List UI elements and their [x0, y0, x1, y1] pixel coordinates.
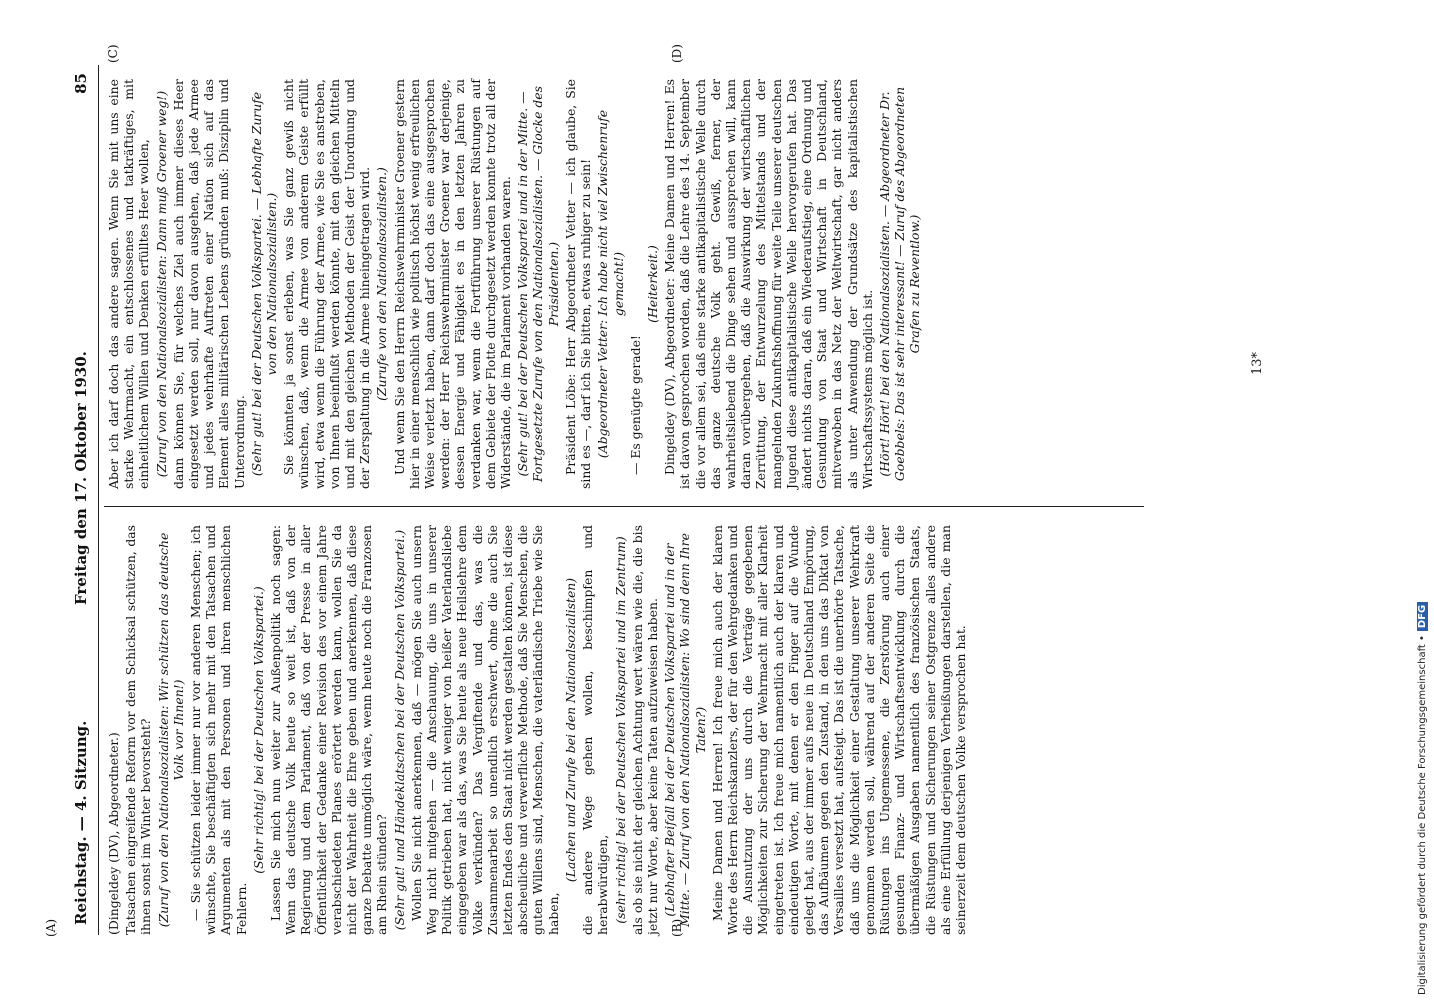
- left-column-paragraph: Meine Damen und Herren! Ich freue mich auch der klaren Worte des Herrn Reichskanzlers, der für den Wehrgedanken und die Ausnutzung der uns durch die Verträge gegebenen Möglichkeiten zur Sicherung der Wehrmacht mit aller Klarheit eingetreten ist. Ich freue mich namentlich auch der klaren und eindeutigen Worte, mit denen er den Finger auf die Wunde gelegt hat, aus der immer aufs neue in Deutschland Empörung, das Aufbäumen gegen den Zustand, in den uns das Diktat von Versailles versetzt hat, aufsteigt. Das ist die unerhörte Tatsache, daß uns die Möglichkeit einer Gestaltung unserer Wehrkraft genommen werden soll, während auf der anderen Seite die Rüstungen ins Ungemessene, die Zerstörung auch einer gesunden Finanz- und Wirtschaftsentwicklung durch die übermäßigen Ausgaben namentlich des französischen Staats, die Rüstungen und Sicherungen seiner Ostgrenze alles andere als eine Erfüllung derjenigen Verheißungen darstellen, die man seinerzeit dem deutschen Volke versprochen hat.: [709, 525, 968, 935]
- marker-a: (A): [44, 918, 58, 937]
- left-column: [106, 525, 970, 935]
- left-column-paragraph: (Dingeldey (DV), Abgeordneter.): [106, 732, 121, 935]
- right-column-paragraph: (Hört! Hört! bei den Nationalsozialisten. — Abgeordneter Dr. Goebbels: Das ist sehr interessant! — Zuruf des Abgeordneten Grafen zu Reventlow.): [876, 86, 923, 482]
- right-column-paragraph: (Sehr gut! bei der Deutschen Volkspartei. — Lebhafte Zurufe von den Nationalsozialisten.): [248, 91, 280, 477]
- left-column-paragraph: Lassen Sie mich nun weiter zur Außenpolitik noch sagen: Wenn das deutsche Volk heute so weit ist, daß von der Regierung und dem Parlament, daß von der Presse in aller Öffentlichkeit der Gedanke einer Revision des vor einem Jahre verabschiedeten Planes erörtert werden kann, wollen Sie da nicht der Wahrheit die Ehre geben und anerkennen, daß diese ganze Debatte unmöglich wäre, wenn heute noch die Franzosen am Rhein stünden?: [268, 525, 390, 935]
- signature-mark: 13*: [1250, 351, 1265, 375]
- right-column-paragraph: (Zurufe von den Nationalsozialisten.): [374, 167, 390, 401]
- right-column-paragraph: Und wenn Sie den Herrn Reichswehrminister Groener gestern hier in einer menschlich wie politisch höchst wenig erfreulichen Weise verletzt haben, dann darf doch das eine ausgesprochen werden: der Herr Reichswehrminister Groener war derjenige, dessen Energie und Fähigkeit es in den letzten Jahren zu verdanken war, wenn die Fortführung unserer Rüstungen auf dem Gebiete der Flotte durchgesetzt werden konnte trotz all der Widerstände, die im Parlament vorhanden waren.: [391, 79, 514, 489]
- right-column-paragraph: (Zuruf von den Nationalsozialisten: Dann muß Groener weg!): [153, 90, 169, 478]
- right-column-paragraph: (Heiterkeit.): [644, 245, 660, 323]
- left-column-paragraph: (Lebhafter Beifall bei der Deutschen Volkspartei und in der Mitte. — Zuruf von den Nationalsozialisten: Wo sind denn Ihre Taten?): [662, 533, 708, 927]
- dfg-logo: DFG: [1417, 602, 1428, 631]
- marker-b: (B): [670, 918, 684, 937]
- right-column-paragraph: Dingeldey (DV), Abgeordneter: Meine Damen und Herren! Es ist davon gesprochen worden, daß die Lehre des 14. September die vor allem sei, daß eine starke antikapitalistische Welle durch das ganze deutsche Volk geht. Gewiß, ferner, der wahrheitsliebend die Dinge sehen und aussprechen will, kann daran vorübergehen, daß die Auswirkung der wirtschaftlichen Zerrüttung, der Entwurzelung des Mittelstands und der mangelnden Zukunftshoffnung für weite Teile unserer deutschen Jugend diese antikapitalistische Welle hervorgerufen hat. Das ändert nichts daran, daß ein Wiederaufstieg, eine Ordnung und Gesundung von Staat und Wirtschaft in Deutschland, mitverwoben in das Netz der Weltwirtschaft, gar nicht anders als unter Anwendung der Grundsätze des kapitalistischen Wirtschaftssystems möglich ist.: [662, 79, 875, 489]
- left-column-paragraph: Tatsachen eingreifende Reform vor dem Schicksal schützen, das ihnen sonst im Winter bevorsteht?: [123, 525, 154, 935]
- marker-c: (C): [106, 44, 120, 63]
- left-column-paragraph: — Sie schützen leider immer nur vor anderen Menschen; ich wünschte, Sie beschäftigten sich mehr mit den Tatsachen und Argumenten als mit den Personen und ihren menschlichen Fehlern.: [188, 525, 249, 935]
- right-column: [106, 79, 925, 489]
- right-column-paragraph: dann können Sie, für welches Ziel auch immer dieses Heer eingesetzt werden soll, nur davon ausgehen, daß jede Armee und jedes wehrhafte Auftreten einer Nation sich auf das Element alles militärischen Lebens gründen muß: Disziplin und Unterordnung.: [170, 79, 247, 489]
- right-column-paragraph: Sie könnten ja sonst erleben, was Sie ganz gewiß nicht wünschen, daß, wenn die Armee von anderem Geiste erfüllt wird, etwa wenn die Führung der Armee, wie Sie es anstreben, von Ihnen beeinflußt werden könnte, mit den gleichen Mitteln und mit den gleichen Methoden der Geist der Unordnung und der Zerspaltung in die Armee hineingetragen wird.: [281, 79, 373, 489]
- right-column-paragraph: (Sehr gut! bei der Deutschen Volkspartei und in der Mitte. — Fortgesetzte Zurufe von den Nationalsozialisten. — Glocke des Präsidenten.): [515, 86, 561, 483]
- right-column-paragraph: (Abgeordneter Vetter: Ich habe nicht viel Zwischenrufe gemacht!): [595, 109, 626, 459]
- right-column-paragraph: — Es genügte gerade!: [627, 335, 643, 475]
- left-column-paragraph: (sehr richtig! bei der Deutschen Volkspartei und im Zentrum): [612, 536, 628, 924]
- left-column-paragraph: (Sehr gut! und Händeklatschen bei der Deutschen Volkspartei.): [391, 529, 407, 931]
- left-column-paragraph: als ob sie nicht der gleichen Achtung wert wären wie die, die bis jetzt nur Worte, aber keine Taten aufzuweisen haben.: [629, 525, 660, 935]
- rotated-page: [44, 44, 1410, 937]
- page-header: [70, 65, 99, 935]
- marker-d: (D): [670, 44, 684, 63]
- header-date: Freitag den 17. Oktober 1930.: [72, 351, 90, 605]
- left-column-paragraph: Wollen Sie nicht anerkennen, daß — mögen Sie auch unsern Weg nicht mitgehen — die Anschauung, die uns in unserer Politik getrieben hat, nicht weniger von heißer Vaterlandsliebe eingegeben war als das, was Sie heute als neue Heilslehre dem Volke verkünden? Das Vergiftende und das, was die Zusammenarbeit so unendlich erschwert, ohne die auch Sie letzten Endes den Staat nicht werden gestalten können, ist diese abscheuliche und verwerfliche Methode, daß Sie Menschen, die guten Willens sind, Menschen, die vaterländische Triebe wie Sie haben,: [408, 525, 561, 935]
- left-column-paragraph: (Zuruf von den Nationalsozialisten: Wir schützen das deutsche Volk vor Ihnen!): [155, 532, 186, 928]
- header-left: Reichstag. — 4. Sitzung.: [72, 720, 90, 925]
- right-column-paragraph: Aber ich darf doch das andere sagen. Wenn Sie mit uns eine starke Wehrmacht, ein entschlossenes und tatkräftiges, mit einheitlichem Willen und Denken erfülltes Heer wollen,: [106, 79, 152, 489]
- funding-text: Digitalisierung gefördert durch die Deutsche Forschungsgemeinschaft •: [1417, 635, 1428, 995]
- left-column-paragraph: (Sehr richtig! bei der Deutschen Volkspartei.): [250, 586, 266, 874]
- left-column-paragraph: die andere Wege gehen wollen, beschimpfen und herabwürdigen,: [580, 525, 611, 935]
- column-divider: [104, 506, 1144, 507]
- page-number: 85: [72, 73, 90, 94]
- right-column-paragraph: Präsident Löbe: Herr Abgeordneter Vetter — ich glaube, Sie sind es —, darf ich Sie bitten, etwas ruhiger zu sein!: [562, 79, 594, 489]
- left-column-paragraph: (Lachen und Zurufe bei den Nationalsozialisten): [562, 577, 578, 883]
- funding-note: [1417, 602, 1428, 995]
